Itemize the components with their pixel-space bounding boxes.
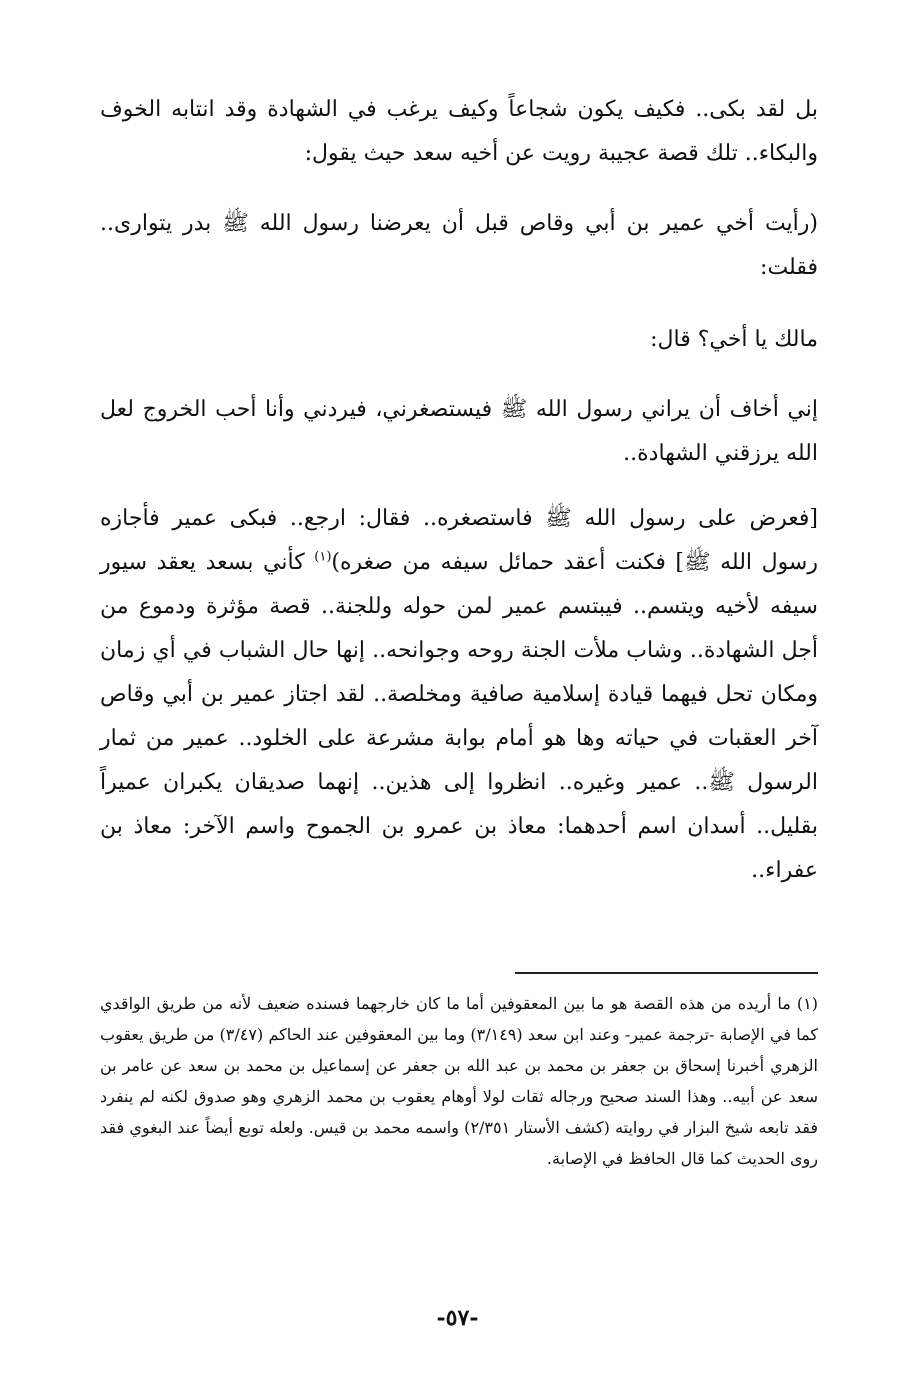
page-number: -٥٧- [436,1305,479,1331]
footnote-marker: (١) [314,549,332,565]
footnote-1: (١) ما أريده من هذه القصة هو ما بين المعقوفين أما ما كان خارجهما فسنده ضعيف لأنه من طريق الواقدي كما في الإصابة -ترجمة عمير- وعند ابن سعد (٣/١٤٩) وما بين المعقوفين عند الحاكم (٣/٤٧) من طريق يعقوب الزهري أخبرنا إسحاق بن جعفر بن محمد بن عبد الله بن جعفر عن إسماعيل بن محمد بن سعد عن عامر بن سعد عن أبيه.. وهذا السند صحيح ورجاله ثقات لولا أوهام يعقوب بن محمد الزهري وهو صدوق لكنه لم ينفرد فقد تابعه شيخ البزار في روايته (كشف الأستار ٢/٣٥١) واسمه محمد بن قيس. ولعله توبع أيضاً عند البغوي فقد روى الحديث كما قال الحافظ في الإصابة. [100,994,819,1168]
paragraph-4: إني أخاف أن يراني رسول الله ﷺ فيستصغرني، فيردني وأنا أحب الخروج لعل الله يرزقني الشهادة.. [100,397,818,466]
paragraph-5-part-2: كأني بسعد يعقد سيور سيفه لأخيه ويتسم.. فيبتسم عمير لمن حوله وللجنة.. قصة مؤثرة ودموع من أجل الشهادة.. وشاب ملأت الجنة روحه وجوانحه.. إنها حال الشباب في أي زمان ومكان تحل فيهما قيادة إسلامية صافية ومخلصة.. لقد اجتاز عمير بن أبي وقاص آخر العقبات في حياته وها هو أمام بوابة مشرعة على الخلود.. عمير من ثمار الرسول ﷺ.. عمير وغيره.. انظروا إلى هذين.. إنهما صديقان يكبران عميراً بقليل.. أسدان اسم أحدهما: معاذ بن عمرو بن الجموح واسم الآخر: معاذ بن عفراء.. [100,550,818,883]
paragraph-2-quote: (رأيت أخي عمير بن أبي وقاص قبل أن يعرضنا رسول الله ﷺ بدر يتوارى.. فقلت: [100,211,818,280]
paragraph-3: مالك يا أخي؟ قال: [650,327,818,352]
footnote-divider [515,972,818,974]
paragraph-5 [100,497,818,967]
paragraph-1: بل لقد بكى.. فكيف يكون شجاعاً وكيف يرغب في الشهادة وقد انتابه الخوف والبكاء.. تلك قصة عجيبة رويت عن أخيه سعد حيث يقول: [100,97,818,166]
paragraph-5-part-1: [فعرض على رسول الله ﷺ فاستصغره.. فقال: ارجع.. فبكى عمير فأجازه رسول الله ﷺ] فكنت أعقد حمائل سيفه من صغره) [100,506,818,575]
